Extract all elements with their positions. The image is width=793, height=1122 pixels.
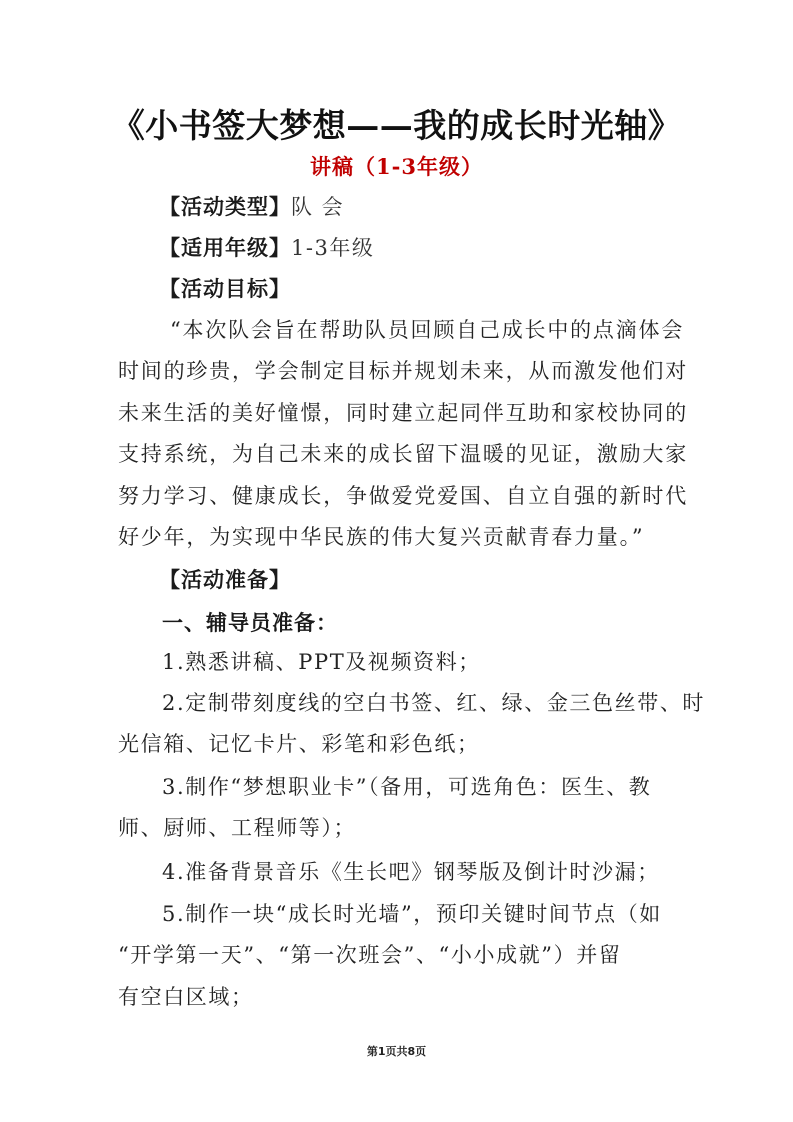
goal-line: 时间的珍贵，学会制定目标并规划未来，从而激发他们对 — [118, 359, 688, 384]
prep-item-2 — [118, 683, 706, 766]
prep-item-line: 4.准备背景音乐《生长吧》钢琴版及倒计时沙漏； — [162, 860, 660, 884]
goal-heading: 【活动目标】 — [159, 276, 291, 301]
grade-value: 1-3年级 — [291, 236, 375, 260]
prep-item-line: 有空白区域； — [118, 984, 254, 1009]
page-footer: 第1页共8页 — [366, 1045, 427, 1058]
goal-line: 好少年，为实现中华民族的伟大复兴贡献青春力量。” — [118, 524, 645, 549]
goal-line: 未来生活的美好憧憬，同时建立起同伴互助和家校协同的 — [118, 400, 688, 425]
activity-type-row — [159, 193, 344, 221]
prep-item-line: 5.制作一块“成长时光墙”，预印关键时间节点（如 — [162, 902, 662, 926]
counselor-prep-heading: 一、辅导员准备： — [162, 610, 338, 635]
grade-row — [159, 234, 374, 262]
prep-item-1 — [118, 642, 678, 683]
goal-paragraph — [118, 310, 688, 558]
prep-item-line: 2.定制带刻度线的空白书签、红、绿、金三色丝带、时 — [162, 691, 706, 715]
prep-item-line: 3.制作“梦想职业卡”（备用，可选角色：医生、教 — [162, 775, 652, 799]
prep-item-line: “开学第一天”、“第一次班会”、“小小成就”）并留 — [118, 943, 622, 968]
activity-type-value: 队 会 — [291, 195, 345, 219]
document-title: 《小书签大梦想——我的成长时光轴》 — [111, 106, 682, 145]
preparation-heading: 【活动准备】 — [159, 567, 291, 592]
prep-item-4 — [118, 852, 678, 893]
prep-item-line: 光信箱、记忆卡片、彩笔和彩色纸； — [118, 732, 480, 757]
prep-item-5 — [118, 894, 678, 1018]
grade-label: 【适用年级】 — [159, 235, 291, 260]
prep-item-line: 师、厨师、工程师等）； — [118, 816, 357, 841]
goal-line: “本次队会旨在帮助队员回顾自己成长中的点滴体会 — [170, 318, 685, 342]
prep-item-3 — [118, 767, 678, 850]
prep-item-line: 1.熟悉讲稿、PPT及视频资料； — [162, 650, 481, 674]
activity-type-label: 【活动类型】 — [159, 194, 291, 219]
goal-line: 努力学习、健康成长，争做爱党爱国、自立自强的新时代 — [118, 483, 688, 508]
goal-line: 支持系统，为自己未来的成长留下温暖的见证，激励大家 — [118, 442, 688, 467]
document-subtitle: 讲稿（1-3年级） — [310, 154, 483, 179]
